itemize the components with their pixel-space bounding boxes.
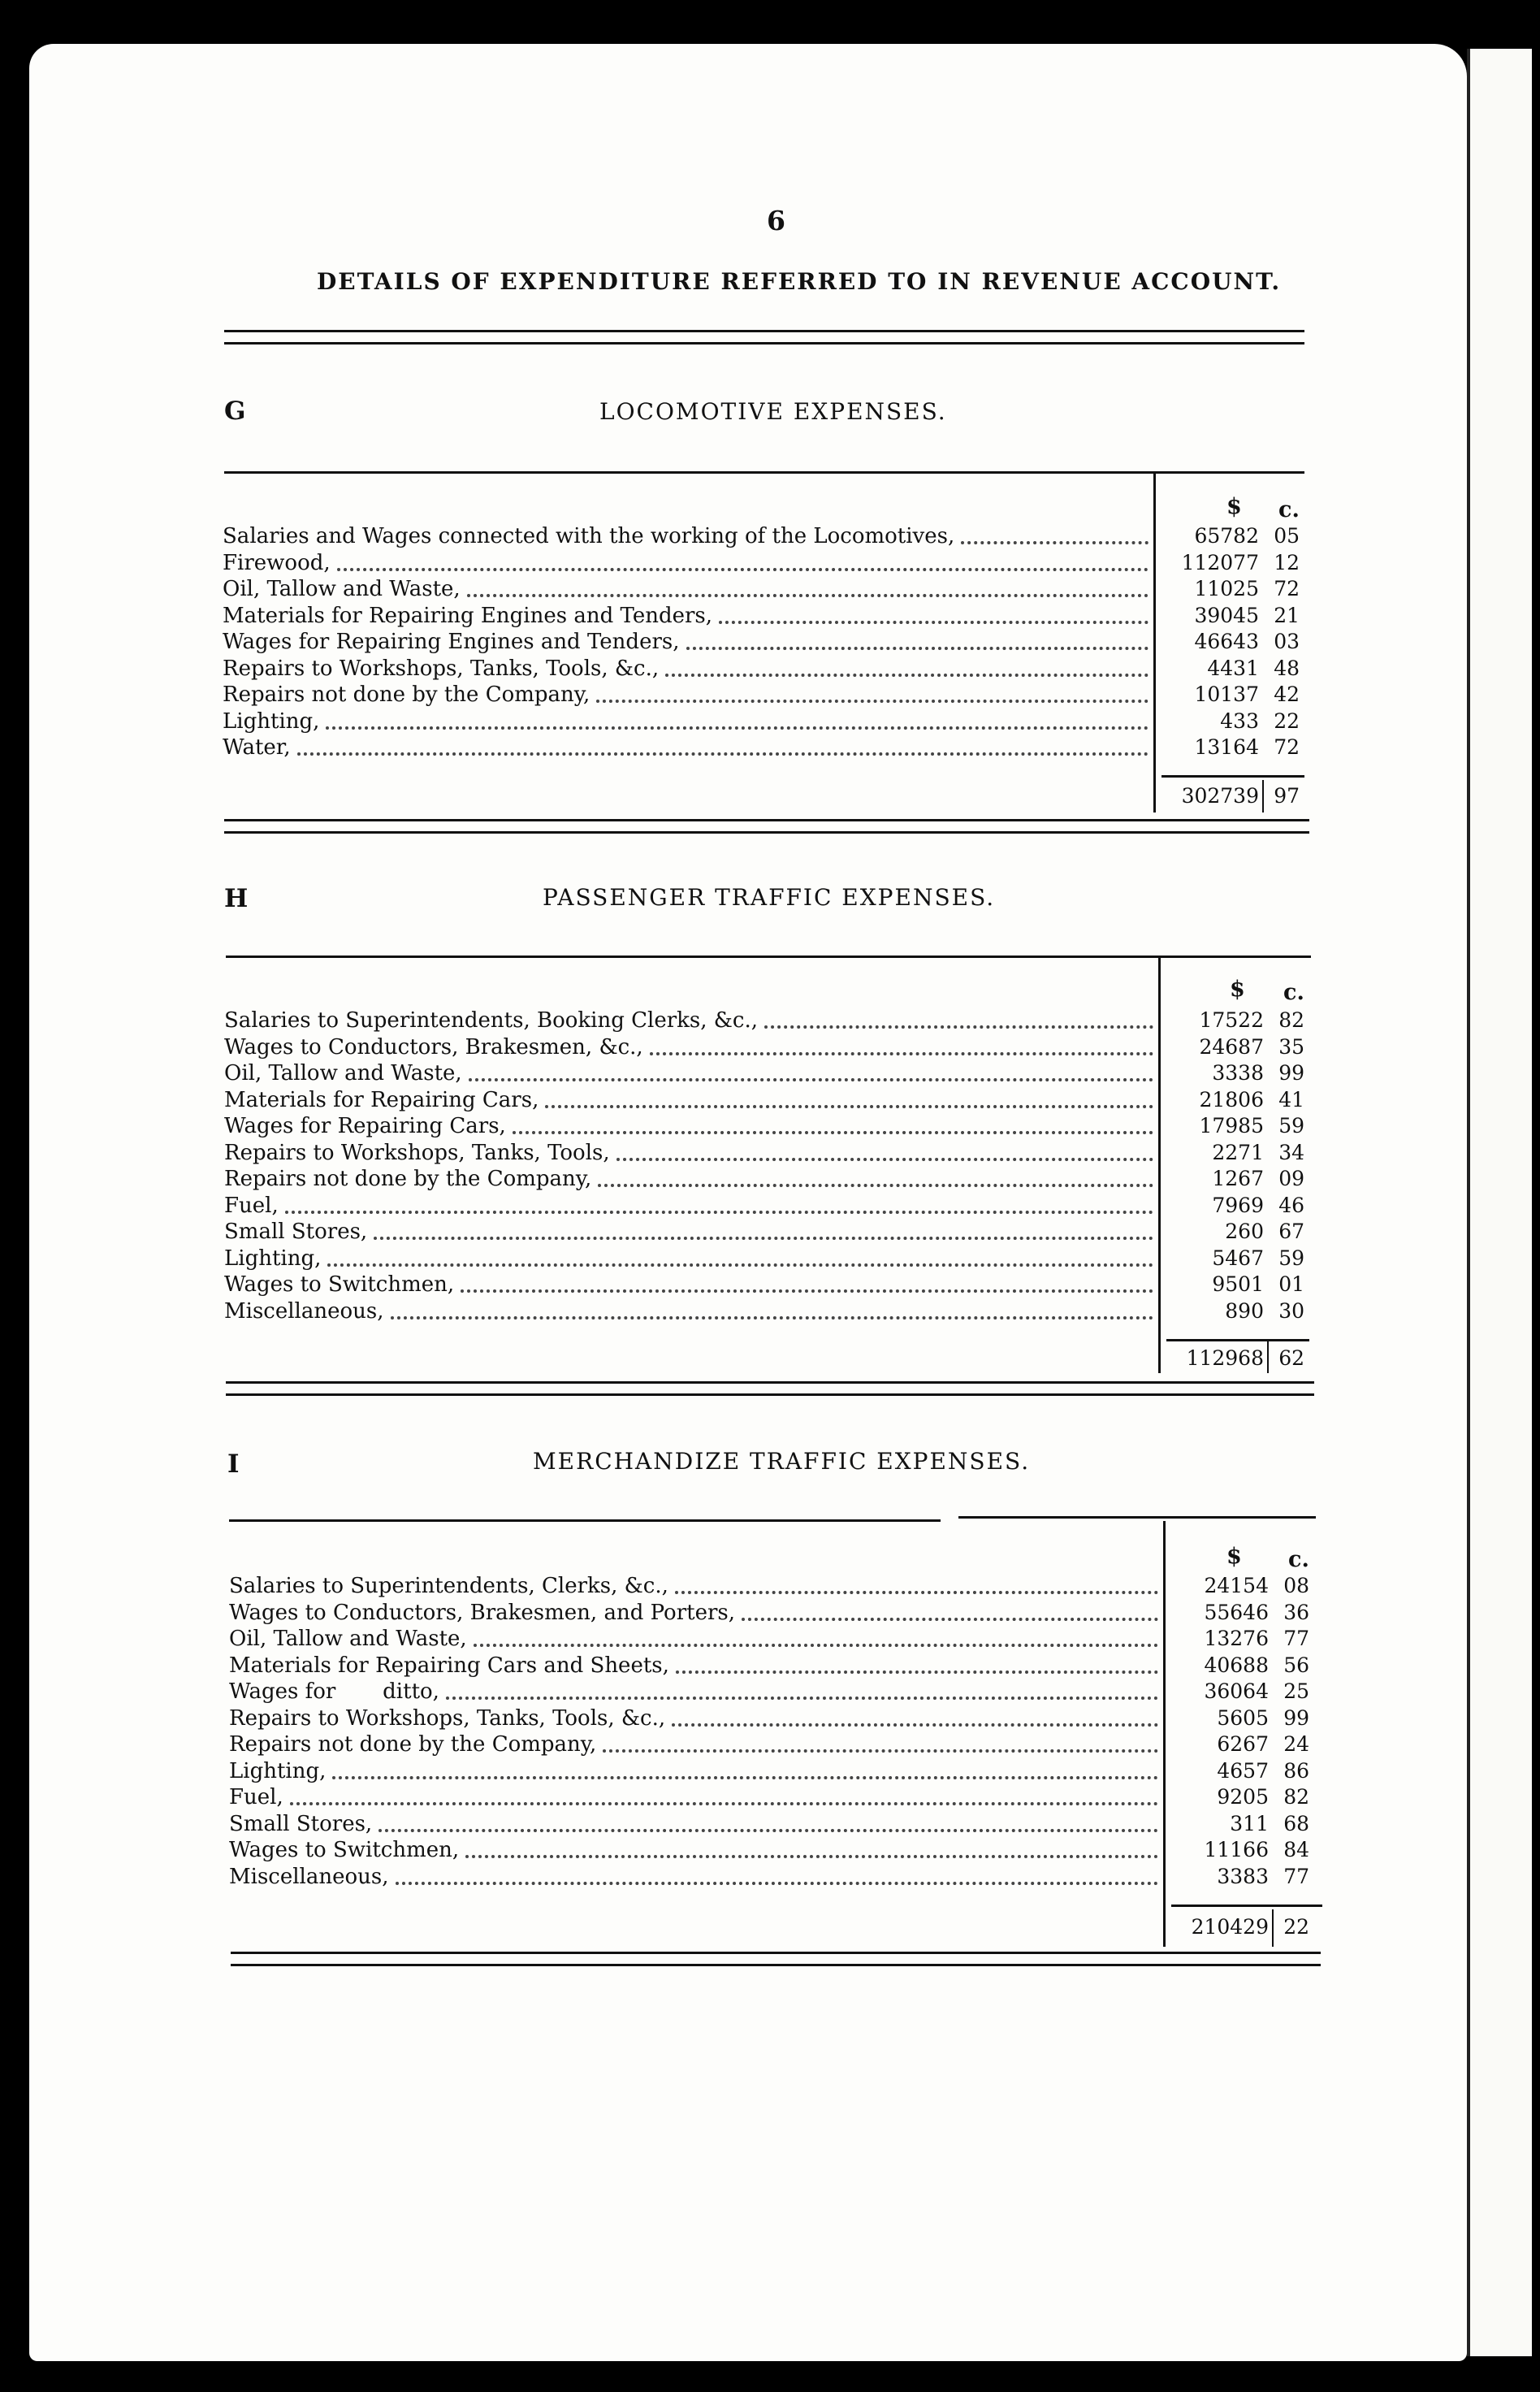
amount-cents: 82 bbox=[1278, 1008, 1304, 1032]
section-total-cents: 62 bbox=[1278, 1346, 1304, 1370]
column-divider bbox=[1163, 1521, 1166, 1947]
amount-dollars: 2271 bbox=[1212, 1141, 1264, 1164]
amount-dollars: 5605 bbox=[1217, 1706, 1269, 1730]
dot-leader bbox=[665, 674, 1149, 677]
amount-cents: 08 bbox=[1283, 1574, 1309, 1597]
dot-leader bbox=[598, 1184, 1153, 1187]
dot-leader bbox=[686, 647, 1149, 650]
amount-dollars: 65782 bbox=[1194, 524, 1259, 548]
amount-dollars: 890 bbox=[1225, 1299, 1264, 1323]
amount-cents: 25 bbox=[1283, 1679, 1309, 1703]
title-double-rule bbox=[224, 330, 1304, 344]
amount-cents: 77 bbox=[1283, 1627, 1309, 1650]
amount-dollars: 433 bbox=[1220, 709, 1259, 733]
section-total-cents: 97 bbox=[1274, 784, 1300, 808]
dot-leader bbox=[391, 1316, 1153, 1320]
amount-cents: 42 bbox=[1274, 682, 1300, 706]
expense-label: Oil, Tallow and Waste, bbox=[223, 577, 461, 601]
column-divider bbox=[1267, 1341, 1269, 1373]
section-total-dollars: 112968 bbox=[1186, 1346, 1264, 1370]
amount-dollars: 36064 bbox=[1204, 1679, 1269, 1703]
dot-leader bbox=[961, 541, 1149, 544]
dot-leader bbox=[290, 1802, 1158, 1805]
section-rule bbox=[226, 956, 1311, 958]
amount-dollars: 112077 bbox=[1181, 551, 1259, 574]
amount-cents: 82 bbox=[1283, 1785, 1309, 1809]
amount-cents: 48 bbox=[1274, 656, 1300, 680]
section-total-cents: 22 bbox=[1283, 1915, 1309, 1939]
section-double-rule bbox=[231, 1952, 1321, 1966]
dot-leader bbox=[719, 621, 1149, 624]
dot-leader bbox=[446, 1696, 1158, 1700]
amount-dollars: 4657 bbox=[1217, 1759, 1269, 1783]
amount-dollars: 260 bbox=[1225, 1220, 1264, 1243]
dot-leader bbox=[616, 1158, 1153, 1161]
amount-cents: 01 bbox=[1278, 1272, 1304, 1296]
amount-cents: 05 bbox=[1274, 524, 1300, 548]
column-divider bbox=[1153, 473, 1156, 812]
amount-cents: 56 bbox=[1283, 1653, 1309, 1677]
dollar-column-header: $ bbox=[1230, 977, 1245, 1002]
expense-label: Small Stores, bbox=[224, 1220, 368, 1244]
section-title: PASSENGER TRAFFIC EXPENSES. bbox=[543, 884, 996, 911]
amount-dollars: 39045 bbox=[1194, 604, 1259, 627]
expense-label: Wages for ditto, bbox=[229, 1679, 439, 1704]
section-rule bbox=[958, 1516, 1316, 1519]
amount-dollars: 3383 bbox=[1217, 1865, 1269, 1888]
expense-label: Wages to Conductors, Brakesmen, &c., bbox=[224, 1035, 643, 1060]
expense-label: Fuel, bbox=[224, 1194, 279, 1218]
adjacent-page-edge bbox=[1467, 49, 1532, 2356]
expense-label: Salaries to Superintendents, Booking Clerks, &c., bbox=[224, 1008, 759, 1033]
expense-label: Fuel, bbox=[229, 1785, 283, 1809]
section-rule bbox=[229, 1519, 941, 1522]
expense-label: Miscellaneous, bbox=[229, 1865, 389, 1889]
expense-label: Small Stores, bbox=[229, 1812, 373, 1836]
amount-dollars: 13276 bbox=[1204, 1627, 1269, 1650]
amount-dollars: 9501 bbox=[1212, 1272, 1264, 1296]
expense-label: Oil, Tallow and Waste, bbox=[229, 1627, 467, 1651]
dot-leader bbox=[461, 1289, 1153, 1293]
total-rule bbox=[1161, 775, 1304, 778]
amount-dollars: 24154 bbox=[1204, 1574, 1269, 1597]
section-double-rule bbox=[226, 1381, 1314, 1396]
amount-dollars: 7969 bbox=[1212, 1194, 1264, 1217]
section-letter: I bbox=[227, 1450, 240, 1479]
cents-column-header: c. bbox=[1278, 497, 1300, 522]
dot-leader bbox=[650, 1052, 1153, 1055]
expense-label: Lighting, bbox=[223, 709, 320, 734]
dot-leader bbox=[465, 1855, 1158, 1858]
expense-label: Water, bbox=[223, 735, 291, 760]
amount-dollars: 10137 bbox=[1194, 682, 1259, 706]
amount-cents: 12 bbox=[1274, 551, 1300, 574]
dot-leader bbox=[545, 1105, 1153, 1108]
expense-label: Materials for Repairing Cars and Sheets, bbox=[229, 1653, 669, 1678]
expense-label: Salaries and Wages connected with the working of the Locomotives, bbox=[223, 524, 955, 548]
dot-leader bbox=[297, 752, 1149, 756]
dot-leader bbox=[676, 1670, 1158, 1674]
expense-label: Materials for Repairing Engines and Tenders, bbox=[223, 604, 713, 628]
amount-cents: 35 bbox=[1278, 1035, 1304, 1059]
expense-label: Firewood, bbox=[223, 551, 331, 575]
amount-cents: 72 bbox=[1274, 577, 1300, 600]
expense-label: Repairs not done by the Company, bbox=[223, 682, 590, 707]
dot-leader bbox=[672, 1723, 1158, 1727]
dot-leader bbox=[675, 1591, 1158, 1594]
dot-leader bbox=[332, 1776, 1158, 1779]
amount-dollars: 11166 bbox=[1204, 1838, 1269, 1861]
dot-leader bbox=[337, 568, 1149, 571]
section-total-dollars: 210429 bbox=[1191, 1915, 1269, 1939]
amount-cents: 77 bbox=[1283, 1865, 1309, 1888]
amount-cents: 68 bbox=[1283, 1812, 1309, 1835]
amount-cents: 30 bbox=[1278, 1299, 1304, 1323]
dot-leader bbox=[513, 1131, 1153, 1134]
amount-dollars: 24687 bbox=[1199, 1035, 1264, 1059]
dot-leader bbox=[379, 1829, 1158, 1832]
section-double-rule bbox=[224, 819, 1309, 834]
expense-label: Repairs to Workshops, Tanks, Tools, bbox=[224, 1141, 610, 1165]
column-divider bbox=[1262, 780, 1264, 812]
section-rule bbox=[224, 471, 1304, 474]
amount-cents: 67 bbox=[1278, 1220, 1304, 1243]
dot-leader bbox=[764, 1025, 1153, 1029]
section-title: MERCHANDIZE TRAFFIC EXPENSES. bbox=[533, 1448, 1031, 1475]
dot-leader bbox=[285, 1211, 1153, 1214]
dot-leader bbox=[327, 1263, 1153, 1267]
amount-cents: 59 bbox=[1278, 1114, 1304, 1138]
dot-leader bbox=[603, 1749, 1158, 1753]
amount-cents: 72 bbox=[1274, 735, 1300, 759]
amount-cents: 86 bbox=[1283, 1759, 1309, 1783]
amount-dollars: 6267 bbox=[1217, 1732, 1269, 1756]
expense-label: Repairs to Workshops, Tanks, Tools, &c., bbox=[229, 1706, 666, 1731]
expense-label: Wages to Switchmen, bbox=[229, 1838, 460, 1862]
page-number: 6 bbox=[767, 205, 785, 236]
expense-label: Repairs not done by the Company, bbox=[229, 1732, 597, 1757]
amount-cents: 46 bbox=[1278, 1194, 1304, 1217]
expense-label: Salaries to Superintendents, Clerks, &c., bbox=[229, 1574, 668, 1598]
amount-dollars: 17522 bbox=[1199, 1008, 1264, 1032]
expense-label: Oil, Tallow and Waste, bbox=[224, 1061, 462, 1086]
expense-label: Materials for Repairing Cars, bbox=[224, 1088, 539, 1112]
expense-label: Repairs not done by the Company, bbox=[224, 1167, 592, 1191]
column-divider bbox=[1272, 1909, 1274, 1947]
amount-dollars: 46643 bbox=[1194, 630, 1259, 653]
amount-dollars: 40688 bbox=[1204, 1653, 1269, 1677]
amount-cents: 99 bbox=[1278, 1061, 1304, 1085]
dollar-column-header: $ bbox=[1226, 1544, 1242, 1569]
amount-cents: 59 bbox=[1278, 1246, 1304, 1270]
dollar-column-header: $ bbox=[1226, 494, 1242, 519]
total-rule bbox=[1166, 1339, 1309, 1341]
amount-dollars: 21806 bbox=[1199, 1088, 1264, 1112]
amount-cents: 21 bbox=[1274, 604, 1300, 627]
expense-label: Wages to Switchmen, bbox=[224, 1272, 455, 1297]
amount-dollars: 5467 bbox=[1212, 1246, 1264, 1270]
dot-leader bbox=[467, 594, 1149, 597]
amount-dollars: 17985 bbox=[1199, 1114, 1264, 1138]
amount-dollars: 55646 bbox=[1204, 1601, 1269, 1624]
cents-column-header: c. bbox=[1283, 980, 1304, 1005]
amount-cents: 41 bbox=[1278, 1088, 1304, 1112]
dot-leader bbox=[326, 726, 1149, 730]
amount-cents: 03 bbox=[1274, 630, 1300, 653]
amount-cents: 24 bbox=[1283, 1732, 1309, 1756]
section-total-dollars: 302739 bbox=[1181, 784, 1259, 808]
amount-dollars: 13164 bbox=[1194, 735, 1259, 759]
cents-column-header: c. bbox=[1288, 1547, 1309, 1572]
dot-leader bbox=[469, 1078, 1153, 1081]
dot-leader bbox=[396, 1882, 1158, 1885]
expense-label: Miscellaneous, bbox=[224, 1299, 384, 1324]
expense-label: Wages to Conductors, Brakesmen, and Porters, bbox=[229, 1601, 735, 1625]
column-divider bbox=[1158, 957, 1161, 1373]
expense-label: Wages for Repairing Cars, bbox=[224, 1114, 506, 1138]
amount-dollars: 3338 bbox=[1212, 1061, 1264, 1085]
amount-cents: 36 bbox=[1283, 1601, 1309, 1624]
dot-leader bbox=[474, 1644, 1158, 1647]
amount-cents: 84 bbox=[1283, 1838, 1309, 1861]
section-letter: G bbox=[224, 396, 246, 426]
total-rule bbox=[1171, 1904, 1322, 1907]
dot-leader bbox=[742, 1618, 1158, 1621]
amount-cents: 09 bbox=[1278, 1167, 1304, 1190]
section-letter: H bbox=[224, 884, 249, 913]
dot-leader bbox=[374, 1237, 1153, 1240]
amount-dollars: 1267 bbox=[1212, 1167, 1264, 1190]
expense-label: Lighting, bbox=[229, 1759, 327, 1783]
page-title: DETAILS OF EXPENDITURE REFERRED TO IN REVENUE ACCOUNT. bbox=[317, 268, 1282, 295]
expense-label: Repairs to Workshops, Tanks, Tools, &c., bbox=[223, 656, 660, 681]
amount-cents: 99 bbox=[1283, 1706, 1309, 1730]
amount-cents: 34 bbox=[1278, 1141, 1304, 1164]
amount-dollars: 11025 bbox=[1194, 577, 1259, 600]
expense-label: Wages for Repairing Engines and Tenders, bbox=[223, 630, 680, 654]
amount-dollars: 4431 bbox=[1207, 656, 1259, 680]
dot-leader bbox=[596, 700, 1149, 703]
amount-cents: 22 bbox=[1274, 709, 1300, 733]
amount-dollars: 9205 bbox=[1217, 1785, 1269, 1809]
amount-dollars: 311 bbox=[1230, 1812, 1269, 1835]
section-title: LOCOMOTIVE EXPENSES. bbox=[599, 398, 947, 425]
expense-label: Lighting, bbox=[224, 1246, 322, 1271]
